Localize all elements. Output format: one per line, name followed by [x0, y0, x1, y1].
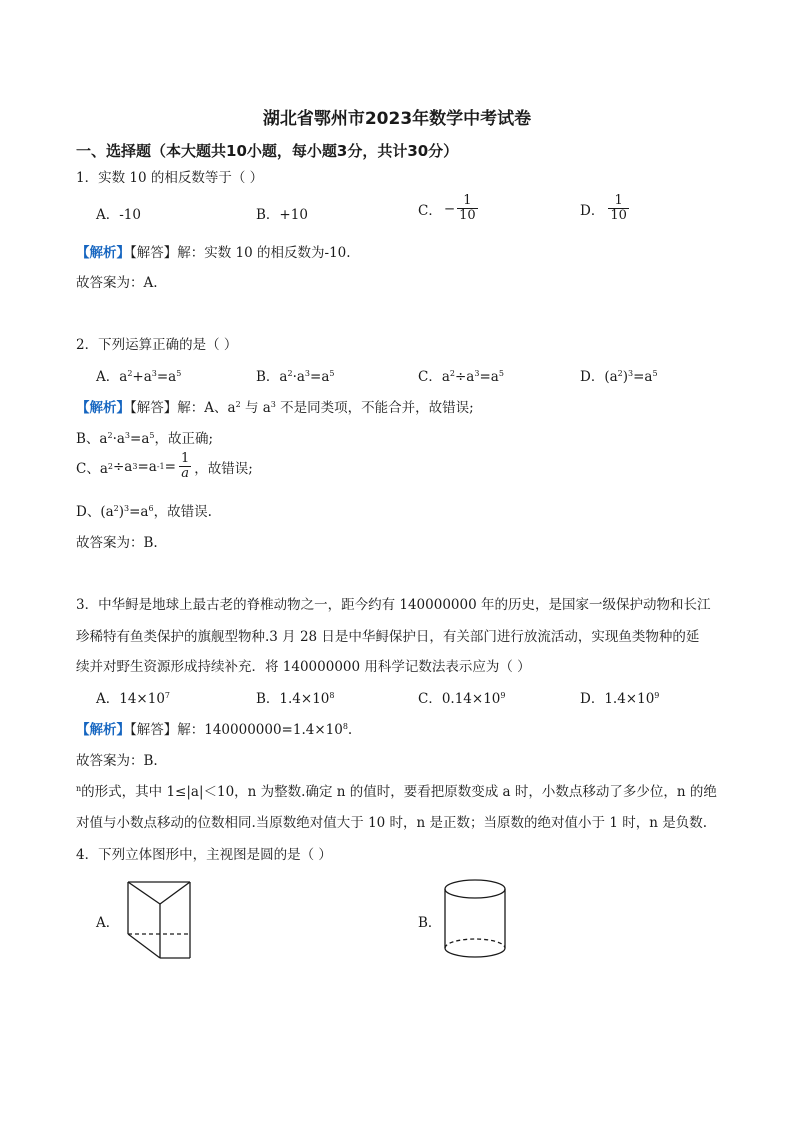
- fraction-denominator: 10: [610, 208, 627, 224]
- q1-option-d: [580, 194, 629, 224]
- q2-answer: 故答案为：B.: [76, 535, 158, 551]
- q2-solution-line-2: B、$a^2\cdot a^3=a^5$，故正确;: [76, 431, 214, 447]
- q1-answer: 故答案为：A.: [76, 275, 158, 291]
- q3-stem-line-2: 珍稀特有鱼类保护的旗舰型物种.3 月 28 日是中华鲟保护日，有关部门进行放流活动，实现鱼类物种的延: [76, 629, 700, 645]
- analysis-tag: 【解析】: [76, 722, 130, 738]
- analysis-tag: 【解析】: [76, 245, 130, 261]
- cylinder-figure: [440, 876, 510, 962]
- q1-solution: [76, 241, 351, 261]
- q3-option-b: B．$1.4\times 10^8$: [256, 691, 335, 707]
- q2-stem: 2．下列运算正确的是（ ）: [76, 337, 238, 353]
- fraction-numerator: 1: [180, 451, 190, 466]
- q3-note-line-1: $^n$的形式，其中 1≤|a|＜10，n 为整数.确定 n 的值时，要看把原数变成 a 时，小数点移动了多少位，n 的绝: [76, 784, 717, 800]
- q2-solution-line-3: C、a 2 ÷a 3 =a -1 = $\frac{1}{a}$ ，故错误;: [76, 451, 253, 482]
- analysis-tag: 【解析】: [76, 400, 130, 416]
- triangular-prism-figure: [118, 876, 198, 964]
- q2-option-b: B．$a^2\cdot a^3=a^5$: [256, 369, 335, 385]
- section-heading: 一、选择题（本大题共10小题，每小题3分，共计30分）: [76, 142, 459, 160]
- q1-option-c: [418, 194, 478, 224]
- q2-solution-line-4: D、$(a^2)^3=a^6$，故错误.: [76, 504, 212, 520]
- q3-option-a: A．$14\times 10^7$: [96, 691, 171, 707]
- q1-option-a: A．-10: [96, 207, 141, 223]
- q1-option-d-label: D．: [580, 202, 605, 219]
- fraction-numerator: 1: [463, 193, 472, 208]
- q1-option-c-label: C．: [418, 202, 442, 219]
- page-title: 湖北省鄂州市2023年数学中考试卷: [262, 109, 532, 129]
- q2-option-a: A．$a^2+a^3=a^5$: [96, 369, 182, 385]
- q1-option-c-fraction: [457, 194, 478, 224]
- q3-stem-line-3: 续并对野生资源形成持续补充．将 140000000 用科学记数法表示应为（ ）: [76, 659, 531, 675]
- fraction-denominator: a: [181, 466, 189, 482]
- q3-solution: 【解析】【解答】解：$140000000=1.4\times 10^8$.: [76, 722, 353, 738]
- q2-option-d: D．$(a^2)^3=a^5$: [580, 369, 658, 385]
- q4-option-b-label: B．: [418, 915, 442, 931]
- fraction-denominator: 10: [459, 208, 476, 224]
- q1-stem: 1．实数 10 的相反数等于（ ）: [76, 170, 264, 186]
- q1-solution-text: 【解答】解：实数 10 的相反数为-10.: [130, 245, 351, 261]
- q2-solution-fraction: [179, 452, 191, 482]
- q1-option-c-sign: −: [443, 200, 456, 217]
- q3-note-line-2: 对值与小数点移动的位数相同.当原数绝对值大于 10 时，n 是正数；当原数的绝对值小于 1 时，n 是负数.: [76, 815, 707, 831]
- q2-option-c: C．$a^2\div a^3=a^5$: [418, 369, 504, 385]
- q3-answer: 故答案为：B.: [76, 753, 158, 769]
- q1-option-d-fraction: [608, 194, 629, 224]
- q1-option-b: B．+10: [256, 207, 308, 223]
- q3-stem-line-1: 3．中华鲟是地球上最古老的脊椎动物之一，距今约有 140000000 年的历史，是国家一级保护动物和长江: [76, 597, 711, 613]
- q2-solution-line-1: 【解析】【解答】解：A、$a^2$ 与 $a^3$ 不是同类项，不能合并，故错误;: [76, 400, 474, 416]
- q4-option-a-label: A．: [96, 915, 120, 931]
- q3-option-d: D．$1.4\times 10^9$: [580, 691, 660, 707]
- q3-option-c: C．$0.14\times 10^9$: [418, 691, 506, 707]
- fraction-numerator: 1: [614, 193, 623, 208]
- q4-stem: 4．下列立体图形中，主视图是圆的是（ ）: [76, 847, 332, 863]
